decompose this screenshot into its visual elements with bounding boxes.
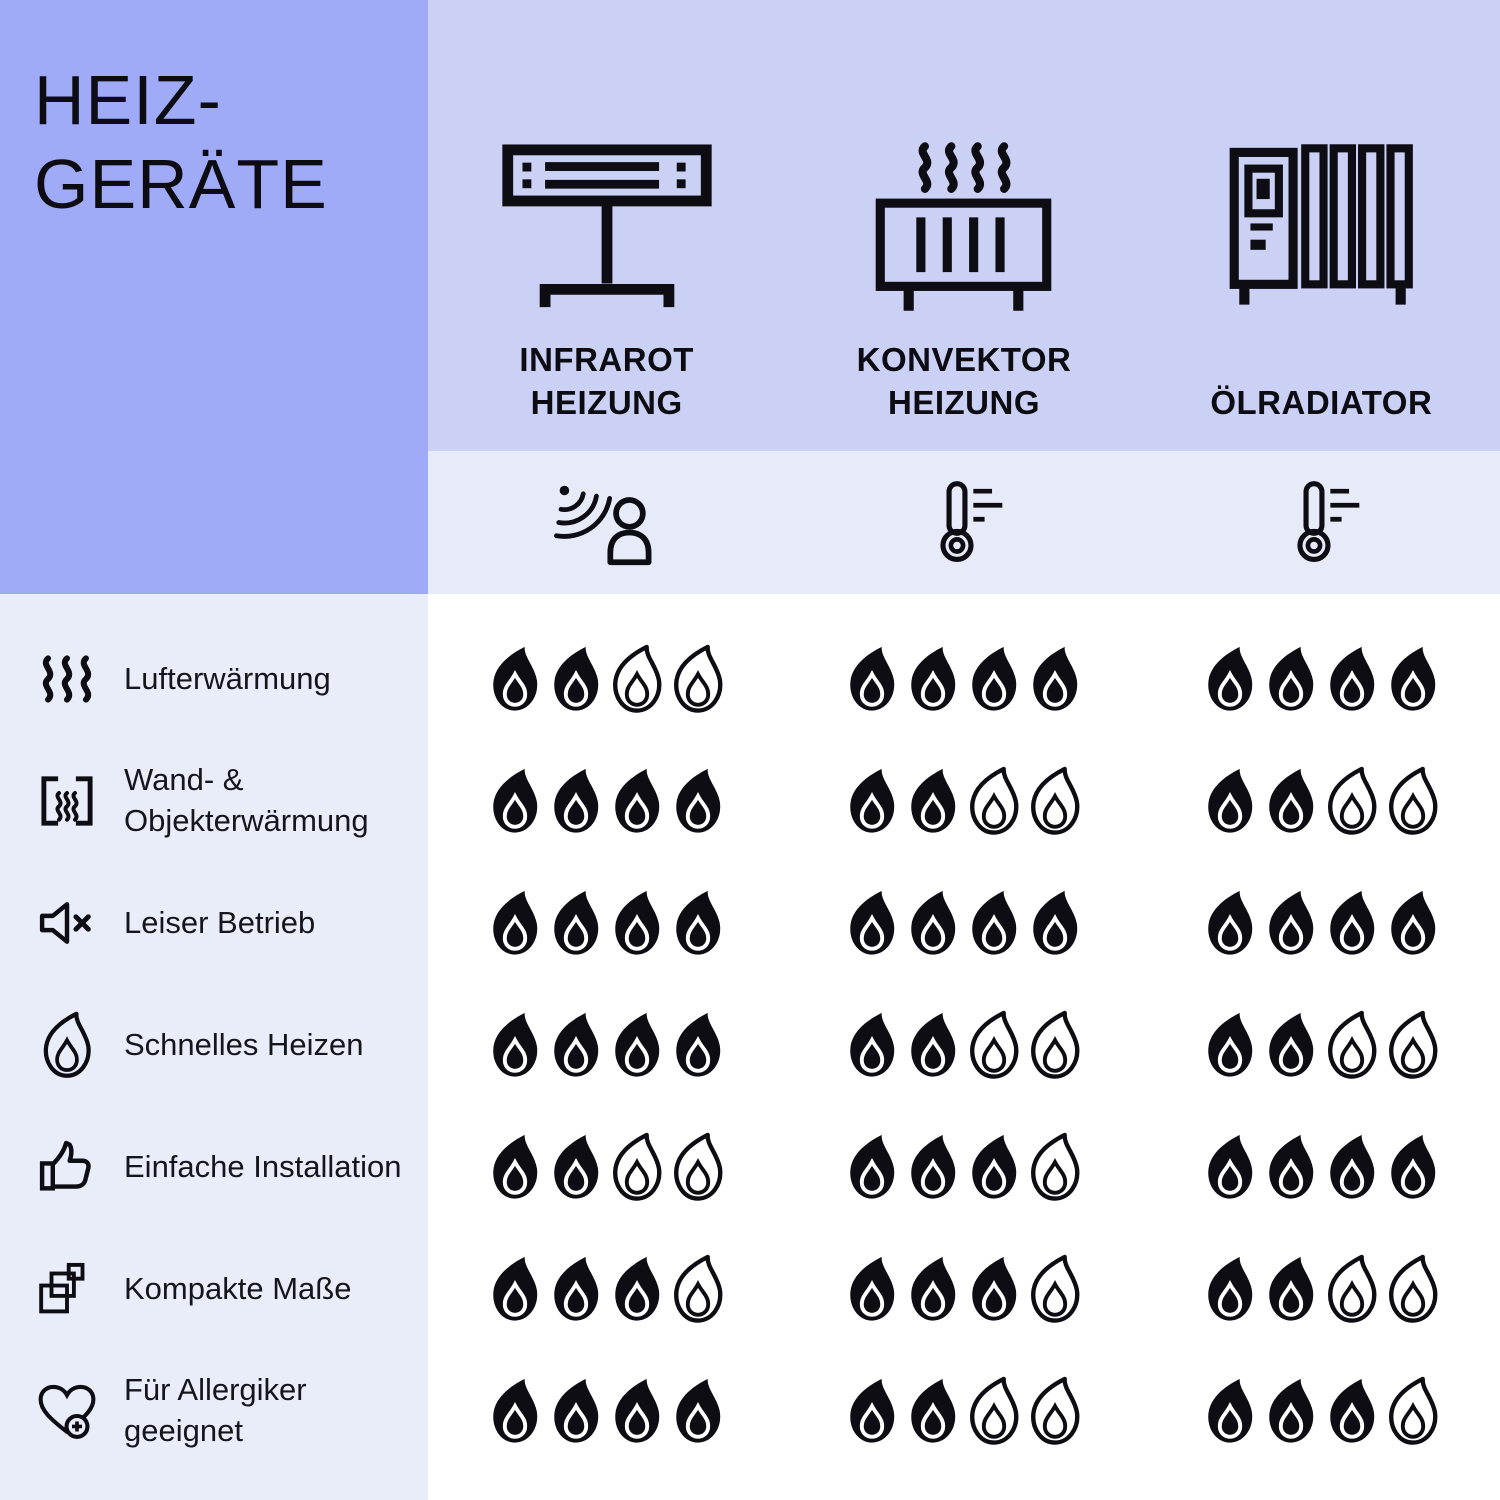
- flame-filled-icon: [1385, 888, 1441, 958]
- page-title: [0, 0, 428, 226]
- flame-filled-icon: [1202, 1132, 1258, 1202]
- flame-outline-icon: [1027, 1132, 1083, 1202]
- rating-cell: [1143, 984, 1500, 1106]
- flame-filled-icon: [1263, 644, 1319, 714]
- product-label-line: HEIZUNG: [530, 384, 683, 422]
- flame-filled-icon: [548, 766, 604, 836]
- flame-filled-icon: [1263, 1010, 1319, 1080]
- flame-filled-icon: [966, 644, 1022, 714]
- rating-cell: [428, 984, 785, 1106]
- feature-label: [124, 1025, 364, 1066]
- rating-cell: [428, 618, 785, 740]
- flame-filled-icon: [670, 766, 726, 836]
- rating-cell: [785, 984, 1142, 1106]
- flame-filled-icon: [487, 1254, 543, 1324]
- feature-label-line: Leiser Betrieb: [124, 904, 316, 940]
- feature-row: [0, 1350, 428, 1472]
- product-label-line: KONVEKTOR: [856, 341, 1072, 379]
- rating-cell: [428, 1106, 785, 1228]
- rating-cell: [1143, 1228, 1500, 1350]
- flame-filled-icon: [487, 888, 543, 958]
- flame-outline-icon: [966, 1010, 1022, 1080]
- product-column-oelradiator: [1143, 0, 1500, 451]
- feature-label: [124, 760, 369, 842]
- flame-filled-icon: [609, 766, 665, 836]
- flame-outline-icon: [1027, 766, 1083, 836]
- flame-filled-icon: [1324, 1376, 1380, 1446]
- flame-outline-icon: [1324, 766, 1380, 836]
- flame-filled-icon: [844, 644, 900, 714]
- flame-filled-icon: [1202, 644, 1258, 714]
- page-title-line: GERÄTE: [34, 145, 328, 223]
- flame-filled-icon: [670, 1376, 726, 1446]
- flame-outline-icon: [1385, 766, 1441, 836]
- flame-filled-icon: [966, 1132, 1022, 1202]
- rating-cell: [428, 1350, 785, 1472]
- product-header-band: [428, 0, 1500, 451]
- feature-label: [124, 659, 331, 700]
- rating-cell: [785, 1228, 1142, 1350]
- feature-label: [124, 903, 315, 944]
- rating-cell: [1143, 618, 1500, 740]
- rating-cell: [785, 618, 1142, 740]
- product-label-line: INFRAROT: [519, 341, 694, 379]
- flame-filled-icon: [487, 1132, 543, 1202]
- flame-outline-icon: [1324, 1010, 1380, 1080]
- flame-filled-icon: [966, 1254, 1022, 1324]
- flame-filled-icon: [1385, 644, 1441, 714]
- mode-column-konvektorheizung: [785, 451, 1142, 594]
- flame-filled-icon: [1027, 644, 1083, 714]
- flame-filled-icon: [1324, 888, 1380, 958]
- feature-row: [0, 740, 428, 862]
- flame-outline-icon: [670, 1132, 726, 1202]
- flame-filled-icon: [609, 888, 665, 958]
- flame-filled-icon: [670, 1010, 726, 1080]
- rating-cell: [428, 740, 785, 862]
- flame-outline-icon: [966, 1376, 1022, 1446]
- feature-label: [124, 1269, 351, 1310]
- flame-filled-icon: [1385, 1132, 1441, 1202]
- rating-cell: [785, 1350, 1142, 1472]
- flame-filled-icon: [905, 766, 961, 836]
- mode-column-infrarotheizung: [428, 451, 785, 594]
- flame-filled-icon: [609, 1376, 665, 1446]
- flame-outline-icon: [1027, 1376, 1083, 1446]
- flame-outline-icon: [1324, 1254, 1380, 1324]
- feature-row: [0, 1106, 428, 1228]
- feature-label: [124, 1147, 401, 1188]
- page-title-line: HEIZ-: [34, 61, 222, 139]
- flame-outline-icon: [609, 644, 665, 714]
- flame-filled-icon: [548, 888, 604, 958]
- product-column-konvektorheizung: [785, 0, 1142, 451]
- flame-filled-icon: [1263, 888, 1319, 958]
- feature-sidebar: [0, 594, 428, 1500]
- flame-filled-icon: [844, 1132, 900, 1202]
- feature-label-line: Für Allergiker: [124, 1372, 307, 1408]
- rating-cell: [428, 862, 785, 984]
- product-label-infrarotheizung: [519, 337, 693, 425]
- rating-cell: [428, 1228, 785, 1350]
- oil-radiator-icon: [1220, 140, 1423, 315]
- flame-outline-icon: [966, 766, 1022, 836]
- flame-outline-icon: [609, 1132, 665, 1202]
- flame-filled-icon: [844, 1010, 900, 1080]
- heart-plus-icon: [32, 1371, 102, 1451]
- flame-filled-icon: [609, 1010, 665, 1080]
- rating-cell: [1143, 740, 1500, 862]
- flame-outline-icon: [1385, 1376, 1441, 1446]
- flame-filled-icon: [487, 644, 543, 714]
- flame-outline-icon: [670, 644, 726, 714]
- feature-label-line: Kompakte Maße: [124, 1270, 352, 1306]
- flame-filled-icon: [1263, 1254, 1319, 1324]
- infrared-heater-icon: [494, 140, 720, 315]
- rating-cell: [1143, 1106, 1500, 1228]
- flame-filled-icon: [1202, 1254, 1258, 1324]
- flame-outline-icon: [1027, 1010, 1083, 1080]
- flame-filled-icon: [609, 1254, 665, 1324]
- product-label-konvektorheizung: [857, 337, 1072, 425]
- device-icon-wrap: [1220, 115, 1423, 315]
- flame-filled-icon: [905, 1132, 961, 1202]
- wall-object-heat-icon: [32, 761, 102, 841]
- rating-cell: [785, 862, 1142, 984]
- flame-filled-icon: [1263, 1376, 1319, 1446]
- feature-row: [0, 862, 428, 984]
- muted-speaker-icon: [32, 883, 102, 963]
- flame-filled-icon: [844, 1376, 900, 1446]
- rating-cell: [1143, 1350, 1500, 1472]
- flame-filled-icon: [1027, 888, 1083, 958]
- feature-label-line: Objekterwärmung: [124, 803, 369, 838]
- flame-outline-icon: [670, 1254, 726, 1324]
- flame-filled-icon: [548, 644, 604, 714]
- flame-filled-icon: [844, 766, 900, 836]
- flame-filled-icon: [548, 1254, 604, 1324]
- flame-filled-icon: [487, 766, 543, 836]
- flame-filled-icon: [1202, 888, 1258, 958]
- product-label-line: HEIZUNG: [887, 384, 1040, 422]
- feature-label: [124, 1370, 307, 1452]
- title-box: [0, 0, 428, 594]
- flame-filled-icon: [905, 1010, 961, 1080]
- feature-label-line: Schnelles Heizen: [124, 1026, 364, 1062]
- thermometer-icon: [919, 480, 1009, 566]
- flame-filled-icon: [966, 888, 1022, 958]
- thumbs-up-icon: [32, 1127, 102, 1207]
- flame-outline-icon: [1385, 1010, 1441, 1080]
- rating-cell: [785, 1106, 1142, 1228]
- flame-filled-icon: [905, 1376, 961, 1446]
- rating-cell: [785, 740, 1142, 862]
- feature-row: [0, 618, 428, 740]
- flame-filled-icon: [844, 1254, 900, 1324]
- flame-filled-icon: [1263, 766, 1319, 836]
- flame-filled-icon: [905, 888, 961, 958]
- rating-matrix: [428, 594, 1500, 1500]
- product-label-oelradiator: [1210, 337, 1432, 425]
- flame-filled-icon: [905, 1254, 961, 1324]
- feature-label-line: geeignet: [124, 1413, 243, 1448]
- feature-row: [0, 984, 428, 1106]
- flame-outline-icon: [1385, 1254, 1441, 1324]
- flame-filled-icon: [1202, 1010, 1258, 1080]
- feature-row: [0, 1228, 428, 1350]
- feature-label-line: Wand- &: [124, 762, 244, 798]
- flame-filled-icon: [1202, 1376, 1258, 1446]
- flame-filled-icon: [1324, 644, 1380, 714]
- flame-filled-icon: [548, 1376, 604, 1446]
- product-label-line: ÖLRADIATOR: [1210, 384, 1433, 422]
- rating-cell: [1143, 862, 1500, 984]
- flame-filled-icon: [487, 1010, 543, 1080]
- device-icon-wrap: [862, 115, 1065, 315]
- flame-filled-icon: [1324, 1132, 1380, 1202]
- flame-filled-icon: [548, 1132, 604, 1202]
- feature-label-line: Lufterwärmung: [124, 660, 331, 696]
- flame-filled-icon: [548, 1010, 604, 1080]
- overlapping-squares-icon: [32, 1249, 102, 1329]
- thermometer-icon: [1276, 480, 1366, 566]
- flame-outline-icon: [1027, 1254, 1083, 1324]
- flame-icon: [32, 1005, 102, 1085]
- heat-waves-icon: [32, 639, 102, 719]
- product-column-infrarotheizung: [428, 0, 785, 451]
- device-icon-wrap: [494, 115, 720, 315]
- radiant-person-icon: [549, 479, 664, 567]
- convector-heater-icon: [862, 140, 1065, 315]
- flame-filled-icon: [487, 1376, 543, 1446]
- flame-filled-icon: [1263, 1132, 1319, 1202]
- flame-filled-icon: [670, 888, 726, 958]
- flame-filled-icon: [905, 644, 961, 714]
- heating-mode-band: [428, 451, 1500, 594]
- flame-filled-icon: [1202, 766, 1258, 836]
- mode-column-oelradiator: [1143, 451, 1500, 594]
- feature-label-line: Einfache Installation: [124, 1148, 402, 1184]
- flame-filled-icon: [844, 888, 900, 958]
